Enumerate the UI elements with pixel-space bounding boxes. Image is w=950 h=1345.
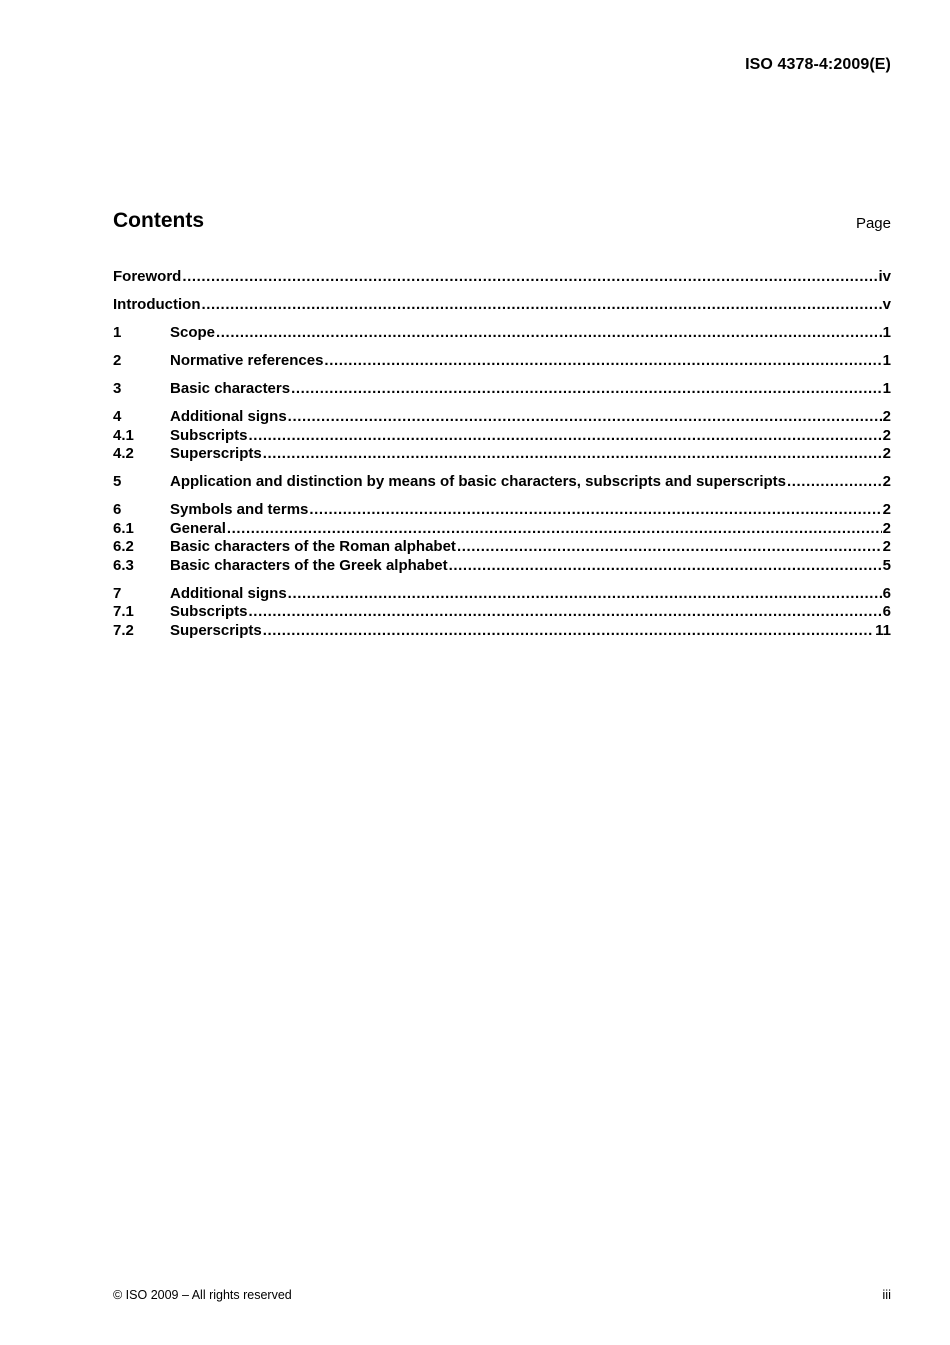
toc-entry-page: 6	[882, 603, 891, 620]
toc-entry-page: 2	[882, 538, 891, 555]
toc-entry[interactable]	[113, 585, 891, 604]
toc-entry-title: Symbols and terms	[170, 501, 309, 518]
toc-entry-number: 7.2	[113, 621, 134, 639]
toc-entry[interactable]	[113, 557, 891, 576]
toc-entry-title: Additional signs	[170, 584, 287, 602]
toc-dot-leader	[227, 520, 882, 539]
toc-entry-page: v	[882, 296, 891, 313]
toc-entry[interactable]	[113, 445, 891, 464]
toc-dot-leader	[249, 603, 882, 622]
toc-entry-page: 1	[882, 352, 891, 369]
toc-entry-title: Subscripts	[170, 426, 248, 444]
toc-group	[113, 324, 891, 343]
toc-entry-title: General	[170, 519, 226, 537]
toc-entry-title: Superscripts	[170, 621, 262, 639]
document-identifier: ISO 4378-4:2009(E)	[745, 56, 891, 73]
toc-dot-leader	[216, 324, 882, 343]
toc-entry-title: Scope	[170, 324, 216, 341]
footer-page-number: iii	[882, 1287, 891, 1302]
toc-entry-title: Normative references	[170, 352, 324, 369]
toc-entry-page: iv	[878, 268, 891, 285]
toc-entry-page: 2	[882, 445, 891, 462]
toc-entry-number: 2	[113, 352, 122, 369]
toc-group	[113, 380, 891, 399]
toc-entry-title: Basic characters of the Roman alphabet	[170, 538, 456, 555]
toc-entry-page: 5	[882, 556, 891, 574]
toc-entry[interactable]	[113, 380, 891, 399]
toc-dot-leader	[249, 427, 882, 446]
toc-dot-leader	[324, 352, 881, 371]
toc-dot-leader	[182, 268, 877, 287]
toc-entry-title: Basic characters of the Greek alphabet	[170, 556, 448, 574]
page-column-label: Page	[855, 215, 891, 232]
toc-entry-page: 2	[882, 519, 891, 537]
toc-entry[interactable]	[113, 352, 891, 371]
toc-dot-leader	[449, 557, 882, 576]
toc-entry-number: 4.1	[113, 426, 134, 444]
toc-entry-number: 6.3	[113, 556, 134, 574]
toc-entry-page: 2	[882, 473, 891, 490]
toc-dot-leader	[457, 538, 882, 557]
toc-entry-title: Introduction	[113, 296, 201, 313]
toc-entry-number: 6.1	[113, 519, 134, 537]
toc-entry-page: 2	[882, 501, 891, 518]
toc-entry-page: 1	[882, 380, 891, 397]
toc-entry[interactable]	[113, 501, 891, 520]
toc-entry-number: 7	[113, 584, 122, 602]
toc-entry-title: Basic characters	[170, 380, 291, 397]
footer-copyright: © ISO 2009 – All rights reserved	[113, 1288, 292, 1302]
toc-entry[interactable]	[113, 296, 891, 315]
toc-dot-leader	[309, 501, 881, 520]
toc-entry-title: Additional signs	[170, 408, 287, 425]
toc-entry-title: Superscripts	[170, 445, 262, 462]
toc-group	[113, 296, 891, 315]
toc-group	[113, 585, 891, 641]
toc-group	[113, 408, 891, 464]
toc-entry[interactable]	[113, 324, 891, 343]
toc-dot-leader	[201, 296, 881, 315]
toc-dot-leader	[288, 408, 882, 427]
toc-group	[113, 501, 891, 575]
toc-entry[interactable]	[113, 268, 891, 287]
toc-entry[interactable]	[113, 427, 891, 446]
toc-entry-number: 4.2	[113, 445, 134, 462]
toc-entry[interactable]	[113, 520, 891, 539]
toc-entry-page: 6	[882, 584, 891, 602]
toc-group	[113, 473, 891, 492]
toc-entry[interactable]	[113, 622, 891, 641]
toc-entry-number: 1	[113, 324, 122, 341]
toc-entry[interactable]	[113, 538, 891, 557]
toc-entry-number: 3	[113, 380, 122, 397]
toc-entry-title: Subscripts	[170, 603, 248, 620]
toc-entry-number: 7.1	[113, 603, 134, 620]
toc-dot-leader	[291, 380, 882, 399]
toc-entry-number: 6	[113, 501, 122, 518]
toc-group	[113, 352, 891, 371]
toc-dot-leader	[787, 473, 882, 492]
toc-entry-title: Application and distinction by means of basic characters, subscripts and superscripts	[170, 473, 786, 490]
table-of-contents	[113, 268, 891, 650]
toc-entry[interactable]	[113, 408, 891, 427]
toc-dot-leader	[263, 445, 882, 464]
toc-entry-page: 1	[882, 324, 891, 341]
contents-heading: Contents	[113, 209, 204, 232]
toc-group	[113, 268, 891, 287]
toc-entry-number: 6.2	[113, 538, 134, 555]
toc-entry-page: 2	[882, 426, 891, 444]
toc-entry-number: 4	[113, 408, 122, 425]
toc-entry-number: 5	[113, 473, 122, 490]
toc-entry[interactable]	[113, 473, 891, 492]
toc-entry-page: 2	[882, 408, 891, 425]
toc-entry-page: 11	[875, 621, 891, 639]
toc-dot-leader	[288, 585, 882, 604]
toc-dot-leader	[263, 622, 874, 641]
toc-entry[interactable]	[113, 603, 891, 622]
toc-entry-title: Foreword	[113, 268, 182, 285]
